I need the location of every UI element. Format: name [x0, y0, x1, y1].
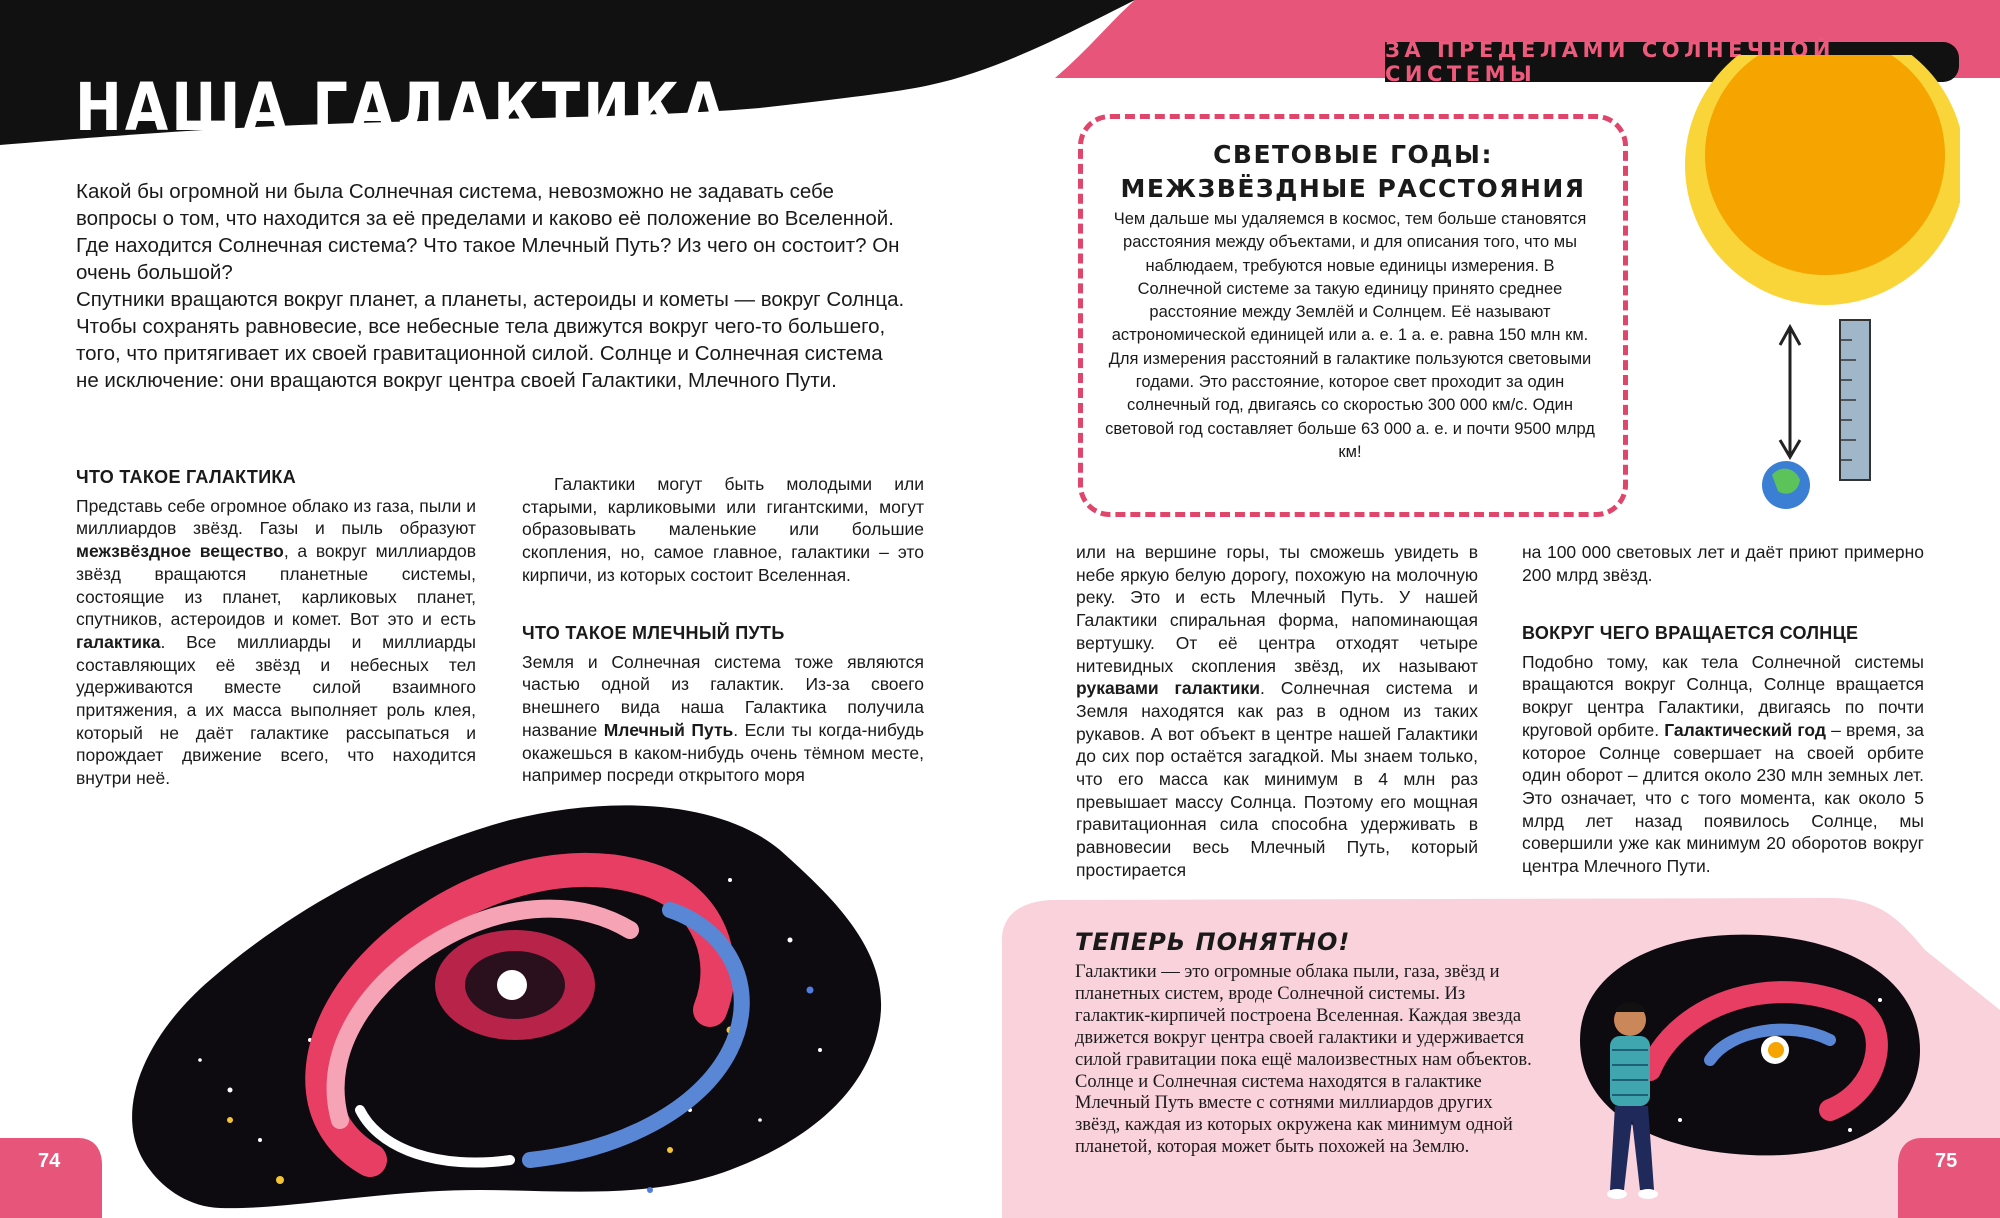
- galaxy-section-continued: [522, 473, 924, 587]
- bold-term: галактика: [76, 631, 161, 652]
- sun-orbit-section: [1522, 622, 1924, 878]
- text-run: . Солнечная система и Земля находятся как раз в одном из таких рукавов. А вот объект в центре нашей Галактики до сих пор остаётся загадкой. Мы знаем только, что его масса как минимум в 4 млн раз превышает массу Солнца. Поэтому его мощная гравитационная сила способна удерживать в равновесии весь Млечный Путь, который простирается: [1076, 678, 1478, 880]
- intro-paragraph: Какой бы огромной ни была Солнечная система, невозможно не задавать себе вопросы о том, что находится за её пределами и каково её положение во Вселенной. Где находится Солнечная система? Что такое Млечный Путь? Из чего он состоит? Он очень большой?: [76, 180, 900, 284]
- info-box-title-line: МЕЖЗВЁЗДНЫЕ РАССТОЯНИЯ: [1120, 174, 1586, 203]
- bold-term: межзвёздное вещество: [76, 541, 284, 562]
- text-run: Подобно тому, как тела Солнечной системы вращаются вокруг Солнца, Солнце вращается вокруг центра Галактики, двигаясь по почти круговой орбите.: [1522, 651, 1924, 740]
- info-box-title: [1075, 138, 1631, 206]
- text-run: , а вокруг миллиардов звёзд вращаются планетные системы, состоящие из планет, карликовых планет, спутников, астероидов и комет. Вот это и есть: [76, 541, 476, 630]
- text-run: . Если ты когда-нибудь окажешься в каком-нибудь очень тёмном месте, например посреди открытого моря: [522, 719, 924, 786]
- text-run: – время, за которое Солнце совершает на своей орбите один оборот – длится около 230 млн земных лет. Это означает, что с того момента, как около 5 млрд лет назад появилось Солнце, мы совершили уже как минимум 20 оборотов вокруг центра Млечного Пути.: [1522, 719, 1924, 877]
- bold-term: Галактический год: [1664, 719, 1826, 740]
- section-heading: ВОКРУГ ЧЕГО ВРАЩАЕТСЯ СОЛНЦЕ: [1522, 623, 1859, 643]
- milky-way-end: [1522, 541, 1924, 586]
- section-heading: ЧТО ТАКОЕ ГАЛАКТИКА: [76, 467, 297, 487]
- summary-title: ТЕПЕРЬ ПОНЯТНО!: [1075, 928, 1351, 956]
- section-heading: ЧТО ТАКОЕ МЛЕЧНЫЙ ПУТЬ: [522, 623, 785, 643]
- page-title: НАША ГАЛАКТИКА: [75, 70, 729, 147]
- text-run: . Все миллиарды и миллиарды составляющих её звёзд и небесных тел удерживаются вместе силой взаимного притяжения, а их масса выполняет роль клея, который не даёт галактике рассыпаться и порождает движение всего, что находится внутри неё.: [76, 631, 476, 789]
- text-run: Представь себе огромное облако из газа, пыли и миллиардов звёзд. Газы и пыль образуют: [76, 495, 476, 539]
- galaxy-section: [76, 466, 476, 790]
- milky-way-section: [522, 622, 924, 787]
- sun-orbit-paragraph: [1522, 651, 1924, 878]
- galaxy-paragraph-2: Галактики могут быть молодыми или старыми, карликовыми или гигантскими, могут образовывать маленькие или большие скопления, но, самое главное, галактики – это кирпичи, из которых состоит Вселенная.: [522, 474, 924, 585]
- boy-galaxy-illustration: [1560, 920, 1940, 1210]
- summary-text: Галактики — это огромные облака пыли, газа, звёзд и планетных систем, вроде Солнечной системы. Из галактик-кирпичей построена Вселенная. Каждая звезда движется вокруг центра своей галактики и удерживается силой гравитации пока ещё малоизвестных нам объектов. Солнце и Солнечная система находятся в галактике Млечный Путь вместе с сотнями миллиардов других звёзд, каждая из которых окружена как минимум одной планетой, которая может быть похожей на Землю.: [1075, 962, 1532, 1158]
- intro-text: [76, 178, 906, 394]
- milky-way-paragraph: [522, 651, 924, 787]
- sun-earth-illustration: [1640, 55, 1960, 525]
- section-ribbon: ЗА ПРЕДЕЛАМИ СОЛНЕЧНОЙ СИСТЕМЫ: [1385, 42, 1959, 82]
- page-number-right: 75: [1935, 1150, 1958, 1172]
- galaxy-illustration: [110, 790, 890, 1210]
- milky-way-continued-paragraph: [1076, 541, 1478, 882]
- intro-paragraph: Спутники вращаются вокруг планет, а планеты, астероиды и кометы — вокруг Солнца. Чтобы сохранять равновесие, все небесные тела движутся вокруг чего-то большего, того, что притягивает их своей гравитационной силой. Солнце и Солнечная система не исключение: они вращаются вокруг центра своей Галактики, Млечного Пути.: [76, 288, 905, 392]
- galaxy-paragraph: [76, 495, 476, 790]
- milky-way-continued: [1076, 541, 1478, 882]
- info-box-text: Чем дальше мы удаляемся в космос, тем больше становятся расстояния между объектами, и для описания того, что мы наблюдаем, требуются новые единицы измерения. В Солнечной системе за такую единицу принято среднее расстояние между Землёй и Солнцем. Её называют астрономической единицей или а. е. 1 а. е. равна 150 млн км. Для измерения расстояний в галактике пользуются световыми годами. Это расстояние, которое свет проходит за один солнечный год, двигаясь со скоростью 300 000 км/с. Один световой год составляет больше 63 000 а. е. и почти 9500 млрд км!: [1105, 210, 1595, 461]
- milky-way-end-paragraph: на 100 000 световых лет и даёт приют примерно 200 млрд звёзд.: [1522, 542, 1924, 585]
- bold-term: Млечный Путь: [603, 719, 734, 740]
- bold-term: рукавами галактики: [1076, 678, 1261, 699]
- page-number-left: 74: [38, 1150, 61, 1172]
- text-run: Земля и Солнечная система тоже являются частью одной из галактик. Из-за своего внешнего вида наша Галактика получила название: [522, 651, 924, 740]
- info-box-title-line: СВЕТОВЫЕ ГОДЫ:: [1213, 140, 1493, 169]
- text-run: или на вершине горы, ты сможешь увидеть в небе яркую белую дорогу, похожую на молочную реку. Это и есть Млечный Путь. У нашей Галактики спиральная форма, напоминающая вертушку. От её центра отходят четыре нитевидных скопления звёзд, их называют: [1076, 542, 1478, 676]
